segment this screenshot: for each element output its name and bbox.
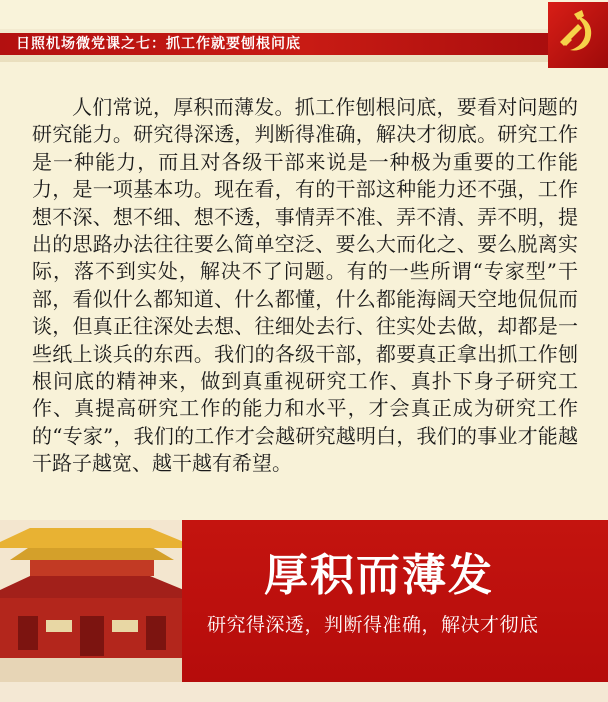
- page-title: 日照机场微党课之七：抓工作就要刨根问底: [16, 36, 301, 52]
- banner-title: 厚积而薄发: [264, 550, 494, 601]
- header: [0, 0, 608, 62]
- party-emblem-icon: [548, 2, 608, 68]
- tiananmen-gate-illustration: [0, 520, 184, 690]
- banner-subtitle: 研究得深透，判断得准确，解决才彻底: [207, 614, 539, 636]
- article-body: [32, 94, 578, 478]
- bottom-strip: [0, 682, 608, 702]
- article-paragraph: 人们常说，厚积而薄发。抓工作刨根问底，要看对问题的研究能力。研究得深透，判断得准确，解决才彻底。研究工作是一种能力，而且对各级干部来说是一种极为重要的工作能力，是一项基本功。现在看，有的干部这种能力还不强，工作想不深、想不细、想不透，事情弄不准、弄不清、弄不明，提出的思路办法往往要么简单空泛、要么大而化之、要么脱离实际，落不到实处，解决不了问题。有的一些所谓“专家型”干部，看似什么都知道、什么都懂，什么都能海阔天空地侃侃而谈，但真正往深处去想、往细处去行、往实处去做，却都是一些纸上谈兵的东西。我们的各级干部，都要真正拿出抓工作刨根问底的精神来，做到真重视研究工作、真扑下身子研究工作、真提高研究工作的能力和水平，才会真正成为研究工作的“专家”，我们的工作才会越研究越明白，我们的事业才能越干路子越宽、越干越有希望。: [32, 95, 578, 476]
